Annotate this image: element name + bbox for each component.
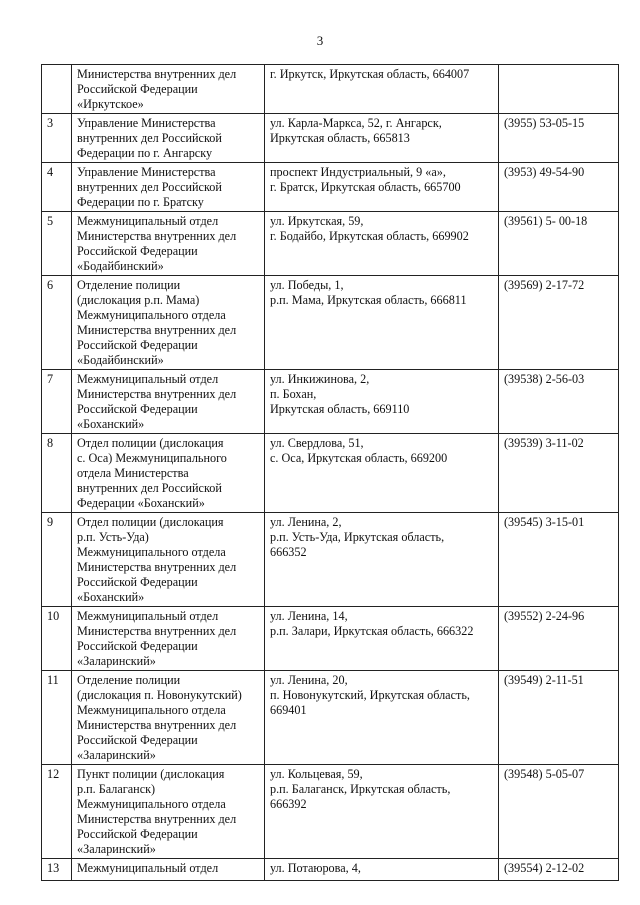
table-row xyxy=(42,163,619,212)
row-number: 3 xyxy=(42,114,72,163)
unit-name-line: р.п. Балаганск) xyxy=(77,782,156,796)
unit-name-line: Межмуниципальный отдел xyxy=(77,214,219,228)
unit-name-line: Отделение полиции xyxy=(77,278,181,292)
unit-name-line: Управление Министерства xyxy=(77,116,216,130)
unit-name-line: Российской Федерации xyxy=(77,244,198,258)
unit-name-line: р.п. Усть-Уда) xyxy=(77,530,149,544)
unit-name-line: Российской Федерации xyxy=(77,733,198,747)
unit-name-line: Межмуниципального отдела xyxy=(77,308,226,322)
unit-name-line: Российской Федерации xyxy=(77,827,198,841)
unit-name-line: Российской Федерации xyxy=(77,575,198,589)
unit-name-cell xyxy=(72,859,265,881)
table-row xyxy=(42,212,619,276)
table-row xyxy=(42,513,619,607)
page-number: 3 xyxy=(316,33,324,48)
unit-name-cell xyxy=(72,114,265,163)
row-number: 6 xyxy=(42,276,72,370)
unit-name-line: Управление Министерства xyxy=(77,165,216,179)
unit-name-cell xyxy=(72,276,265,370)
unit-name-line: внутренних дел Российской xyxy=(77,180,222,194)
unit-name-line: Российской Федерации xyxy=(77,338,198,352)
unit-name-line: Межмуниципальный отдел xyxy=(77,609,219,623)
phone-cell: (39545) 3-15-01 xyxy=(499,513,619,607)
unit-name-line: с. Оса) Межмуниципального xyxy=(77,451,227,465)
phone-cell xyxy=(499,65,619,114)
address-cell xyxy=(265,370,499,434)
unit-name-line: Министерства внутренних дел xyxy=(77,323,237,337)
address-line: п. Бохан, xyxy=(270,387,317,401)
address-cell xyxy=(265,513,499,607)
address-line: ул. Карла-Маркса, 52, г. Ангарск, xyxy=(270,116,442,130)
address-line: р.п. Залари, Иркутская область, 666322 xyxy=(270,624,474,638)
unit-name-line: «Иркутское» xyxy=(77,97,144,111)
row-number: 10 xyxy=(42,607,72,671)
table-row xyxy=(42,765,619,859)
unit-name-line: отдела Министерства xyxy=(77,466,189,480)
row-number: 9 xyxy=(42,513,72,607)
address-line: ул. Инкижинова, 2, xyxy=(270,372,370,386)
row-number: 11 xyxy=(42,671,72,765)
table-row xyxy=(42,859,619,881)
unit-name-cell xyxy=(72,370,265,434)
unit-name-line: внутренних дел Российской xyxy=(77,131,222,145)
row-number: 4 xyxy=(42,163,72,212)
unit-name-line: Федерации по г. Братску xyxy=(77,195,204,209)
address-line: ул. Потаюрова, 4, xyxy=(270,861,361,875)
unit-name-line: Межмуниципальный отдел xyxy=(77,372,219,386)
unit-name-line: внутренних дел Российской xyxy=(77,481,222,495)
address-line: ул. Ленина, 2, xyxy=(270,515,342,529)
row-number: 8 xyxy=(42,434,72,513)
table-row xyxy=(42,276,619,370)
address-cell xyxy=(265,765,499,859)
phone-cell: (39538) 2-56-03 xyxy=(499,370,619,434)
address-cell xyxy=(265,671,499,765)
table-row xyxy=(42,114,619,163)
address-line: р.п. Мама, Иркутская область, 666811 xyxy=(270,293,467,307)
address-line: г. Бодайбо, Иркутская область, 669902 xyxy=(270,229,469,243)
table-row xyxy=(42,607,619,671)
address-cell xyxy=(265,114,499,163)
address-line: с. Оса, Иркутская область, 669200 xyxy=(270,451,448,465)
unit-name-line: Министерства внутренних дел xyxy=(77,560,237,574)
unit-name-line: Межмуниципального отдела xyxy=(77,545,226,559)
address-cell xyxy=(265,163,499,212)
unit-name-line: «Бодайбинский» xyxy=(77,259,164,273)
address-cell xyxy=(265,859,499,881)
unit-name-line: «Бодайбинский» xyxy=(77,353,164,367)
address-cell xyxy=(265,65,499,114)
phone-cell: (39569) 2-17-72 xyxy=(499,276,619,370)
unit-name-cell xyxy=(72,765,265,859)
unit-name-line: Министерства внутренних дел xyxy=(77,229,237,243)
unit-name-line: «Заларинский» xyxy=(77,654,156,668)
unit-name-line: Отдел полиции (дислокация xyxy=(77,436,224,450)
unit-name-cell xyxy=(72,671,265,765)
address-line: 666392 xyxy=(270,797,307,811)
phone-cell: (39552) 2-24-96 xyxy=(499,607,619,671)
unit-name-cell xyxy=(72,513,265,607)
unit-name-cell xyxy=(72,65,265,114)
address-line: г. Иркутск, Иркутская область, 664007 xyxy=(270,67,470,81)
row-number xyxy=(42,65,72,114)
address-line: Иркутская область, 669110 xyxy=(270,402,410,416)
unit-name-line: «Заларинский» xyxy=(77,842,156,856)
unit-name-line: Министерства внутренних дел xyxy=(77,387,237,401)
row-number: 12 xyxy=(42,765,72,859)
unit-name-line: Российской Федерации xyxy=(77,82,198,96)
address-line: Иркутская область, 665813 xyxy=(270,131,410,145)
table-body xyxy=(42,65,619,881)
address-line: ул. Ленина, 20, xyxy=(270,673,348,687)
unit-name-line: Пункт полиции (дислокация xyxy=(77,767,225,781)
address-line: г. Братск, Иркутская область, 665700 xyxy=(270,180,461,194)
address-cell xyxy=(265,276,499,370)
phone-cell: (39539) 3-11-02 xyxy=(499,434,619,513)
table-row xyxy=(42,65,619,114)
table-row xyxy=(42,370,619,434)
unit-name-line: Отделение полиции xyxy=(77,673,181,687)
address-line: р.п. Балаганск, Иркутская область, xyxy=(270,782,451,796)
address-line: 669401 xyxy=(270,703,307,717)
unit-name-cell xyxy=(72,607,265,671)
unit-name-line: «Боханский» xyxy=(77,417,145,431)
table-row xyxy=(42,434,619,513)
address-line: ул. Ленина, 14, xyxy=(270,609,348,623)
unit-name-line: (дислокация п. Новонукутский) xyxy=(77,688,242,702)
unit-name-cell xyxy=(72,212,265,276)
phone-cell: (39561) 5- 00-18 xyxy=(499,212,619,276)
unit-name-line: Министерства внутренних дел xyxy=(77,718,237,732)
address-cell xyxy=(265,212,499,276)
unit-name-line: «Боханский» xyxy=(77,590,145,604)
unit-name-line: Федерации по г. Ангарску xyxy=(77,146,213,160)
address-line: ул. Победы, 1, xyxy=(270,278,344,292)
unit-name-line: «Заларинский» xyxy=(77,748,156,762)
address-cell xyxy=(265,434,499,513)
row-number: 5 xyxy=(42,212,72,276)
row-number: 13 xyxy=(42,859,72,881)
unit-name-cell xyxy=(72,434,265,513)
unit-name-line: Межмуниципальный отдел xyxy=(77,861,219,875)
address-line: проспект Индустриальный, 9 «а», xyxy=(270,165,446,179)
unit-name-line: Межмуниципального отдела xyxy=(77,797,226,811)
row-number: 7 xyxy=(42,370,72,434)
address-line: р.п. Усть-Уда, Иркутская область, xyxy=(270,530,445,544)
phone-cell: (39554) 2-12-02 xyxy=(499,859,619,881)
phone-cell: (3955) 53-05-15 xyxy=(499,114,619,163)
address-line: ул. Иркутская, 59, xyxy=(270,214,364,228)
unit-name-line: Министерства внутренних дел xyxy=(77,67,237,81)
address-line: 666352 xyxy=(270,545,307,559)
unit-name-line: Министерства внутренних дел xyxy=(77,812,237,826)
unit-name-line: Российской Федерации xyxy=(77,639,198,653)
address-line: п. Новонукутский, Иркутская область, xyxy=(270,688,470,702)
phone-cell: (3953) 49-54-90 xyxy=(499,163,619,212)
unit-name-line: Федерации «Боханский» xyxy=(77,496,205,510)
table-row xyxy=(42,671,619,765)
unit-name-line: Межмуниципального отдела xyxy=(77,703,226,717)
phone-cell: (39548) 5-05-07 xyxy=(499,765,619,859)
phone-cell: (39549) 2-11-51 xyxy=(499,671,619,765)
unit-name-line: Российской Федерации xyxy=(77,402,198,416)
address-line: ул. Кольцевая, 59, xyxy=(270,767,363,781)
unit-name-cell xyxy=(72,163,265,212)
address-line: ул. Свердлова, 51, xyxy=(270,436,364,450)
unit-name-line: (дислокация р.п. Мама) xyxy=(77,293,200,307)
address-cell xyxy=(265,607,499,671)
unit-name-line: Отдел полиции (дислокация xyxy=(77,515,224,529)
unit-name-line: Министерства внутренних дел xyxy=(77,624,237,638)
police-units-table xyxy=(41,64,619,881)
